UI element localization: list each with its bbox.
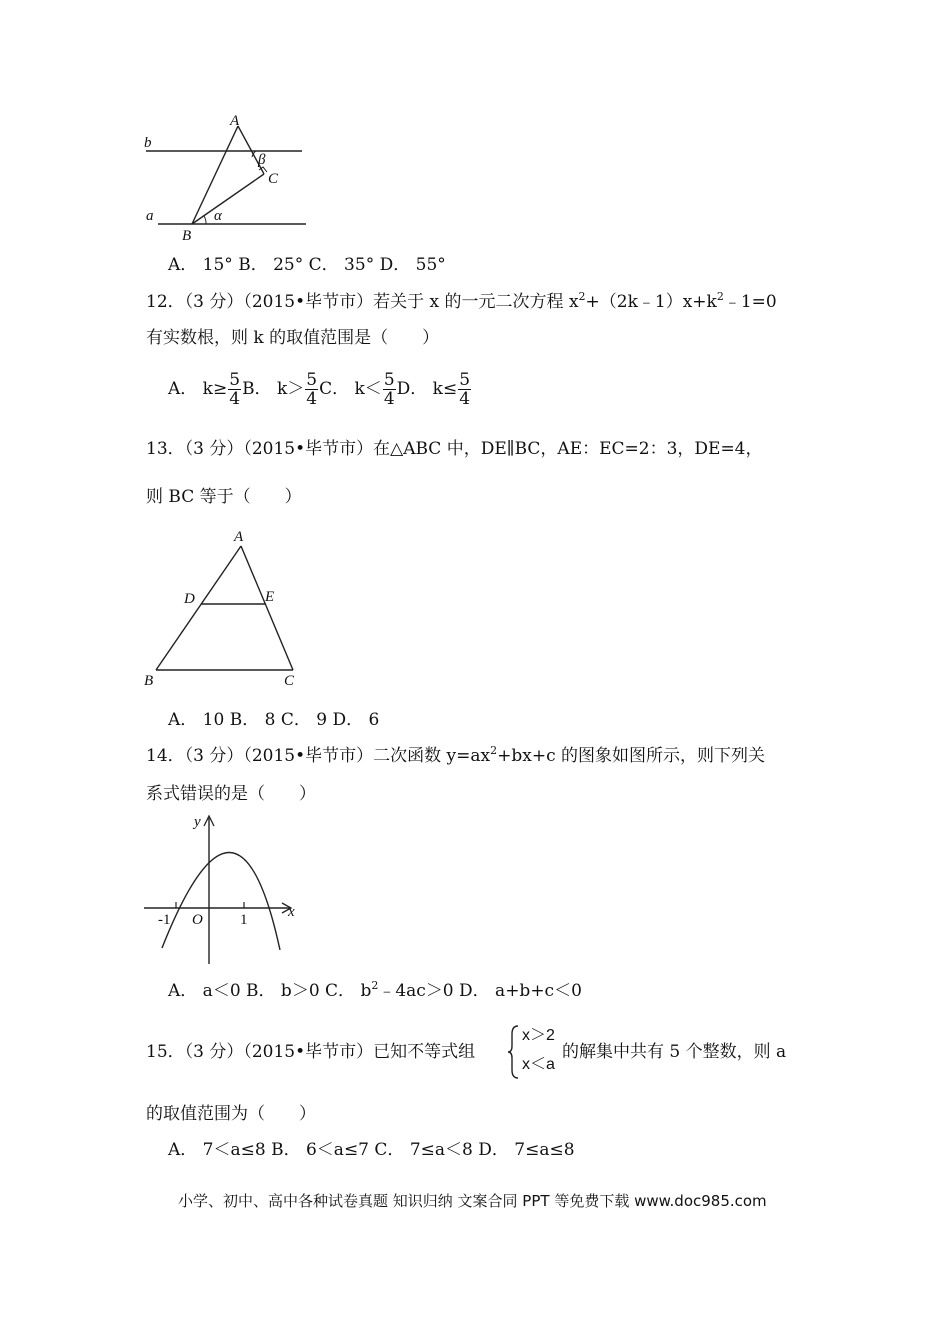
label-A: A — [230, 113, 240, 129]
q12-head: 12．（3 分）（2015•毕节市）若关于 x 的一元二次方程 x — [146, 292, 579, 312]
q14-line1-b: +bx+c 的图象如图所示，则下列关 — [497, 746, 766, 766]
q12-line2: 有实数根，则 k 的取值范围是（ ） — [146, 328, 440, 348]
fraction-5-4: $\frac{5}{4}$ — [459, 370, 471, 409]
q14-line1 — [146, 745, 765, 767]
q12-mid: +（2k﹣1）x+k — [585, 292, 717, 312]
label-E: E — [265, 589, 275, 605]
q12-line1 — [146, 291, 777, 313]
q12-opt-d: D． k≤ — [396, 379, 458, 399]
parabola-graph-figure — [140, 812, 305, 970]
q12-opt-c: C． k＜ — [319, 379, 382, 399]
q14-opt-b: ﹣4ac＞0 D． a+b+c＜0 — [378, 981, 582, 1001]
label-y: y — [194, 814, 201, 830]
label-C: C — [268, 171, 279, 187]
q12-sq1: 2 — [578, 290, 586, 303]
label-beta: β — [258, 152, 266, 168]
q15-line2: 的取值范围为（ ） — [146, 1104, 316, 1124]
fraction-5-4: $\frac{5}{4}$ — [383, 370, 395, 409]
q14-line2: 系式错误的是（ ） — [146, 784, 316, 804]
label-origin: O — [192, 912, 203, 928]
q12-opt-a: A． k≥ — [168, 379, 228, 399]
q14-line1-a: 14．（3 分）（2015•毕节市）二次函数 y=ax — [146, 746, 491, 766]
q13-line2: 则 BC 等于（ ） — [146, 487, 302, 507]
label-C: C — [284, 673, 295, 689]
label-b: b — [144, 135, 152, 151]
label-D: D — [184, 591, 195, 607]
q13-line1: 13．（3 分）（2015•毕节市）在△ABC 中，DE∥BC，AE：EC=2：3，DE=4， — [146, 439, 763, 459]
label-alpha: α — [214, 208, 222, 224]
left-brace — [506, 1024, 520, 1080]
label-minus-1: -1 — [158, 912, 171, 928]
q15-head: 15．（3 分）（2015•毕节市）已知不等式组 — [146, 1042, 476, 1062]
q12-tail: ﹣1=0 — [723, 292, 777, 312]
q14-opt-sq: 2 — [371, 979, 379, 992]
label-A: A — [234, 529, 244, 545]
q11-options: A． 15° B． 25° C． 35° D． 55° — [168, 255, 446, 275]
q12-opt-b: B． k＞ — [242, 379, 305, 399]
parallel-lines-triangle-figure — [140, 112, 310, 244]
fraction-5-4: $\frac{5}{4}$ — [229, 370, 241, 409]
q14-opt-a: A． a＜0 B． b＞0 C． b — [168, 981, 372, 1001]
q14-sq: 2 — [490, 744, 498, 757]
inequality-2: x＜a — [522, 1056, 555, 1073]
label-B: B — [182, 228, 192, 244]
inequality-1: x＞2 — [522, 1027, 555, 1044]
label-B: B — [144, 673, 154, 689]
q12-options — [168, 370, 472, 408]
footer-text: 小学、初中、高中各种试卷真题 知识归纳 文案合同 PPT 等免费下载 www.doc985.com — [178, 1192, 767, 1210]
q14-options — [168, 980, 582, 1002]
q15-options: A． 7＜a≤8 B． 6＜a≤7 C． 7≤a＜8 D． 7≤a≤8 — [168, 1140, 575, 1160]
q15-tail: 的解集中共有 5 个整数，则 a — [562, 1042, 787, 1062]
fraction-5-4: $\frac{5}{4}$ — [306, 370, 318, 409]
label-x: x — [288, 904, 295, 920]
q12-sq2: 2 — [716, 290, 724, 303]
label-a: a — [146, 208, 154, 224]
q13-options: A． 10 B． 8 C． 9 D． 6 — [168, 710, 380, 730]
triangle-de-parallel-bc-figure — [138, 525, 308, 690]
label-1: 1 — [240, 912, 248, 928]
